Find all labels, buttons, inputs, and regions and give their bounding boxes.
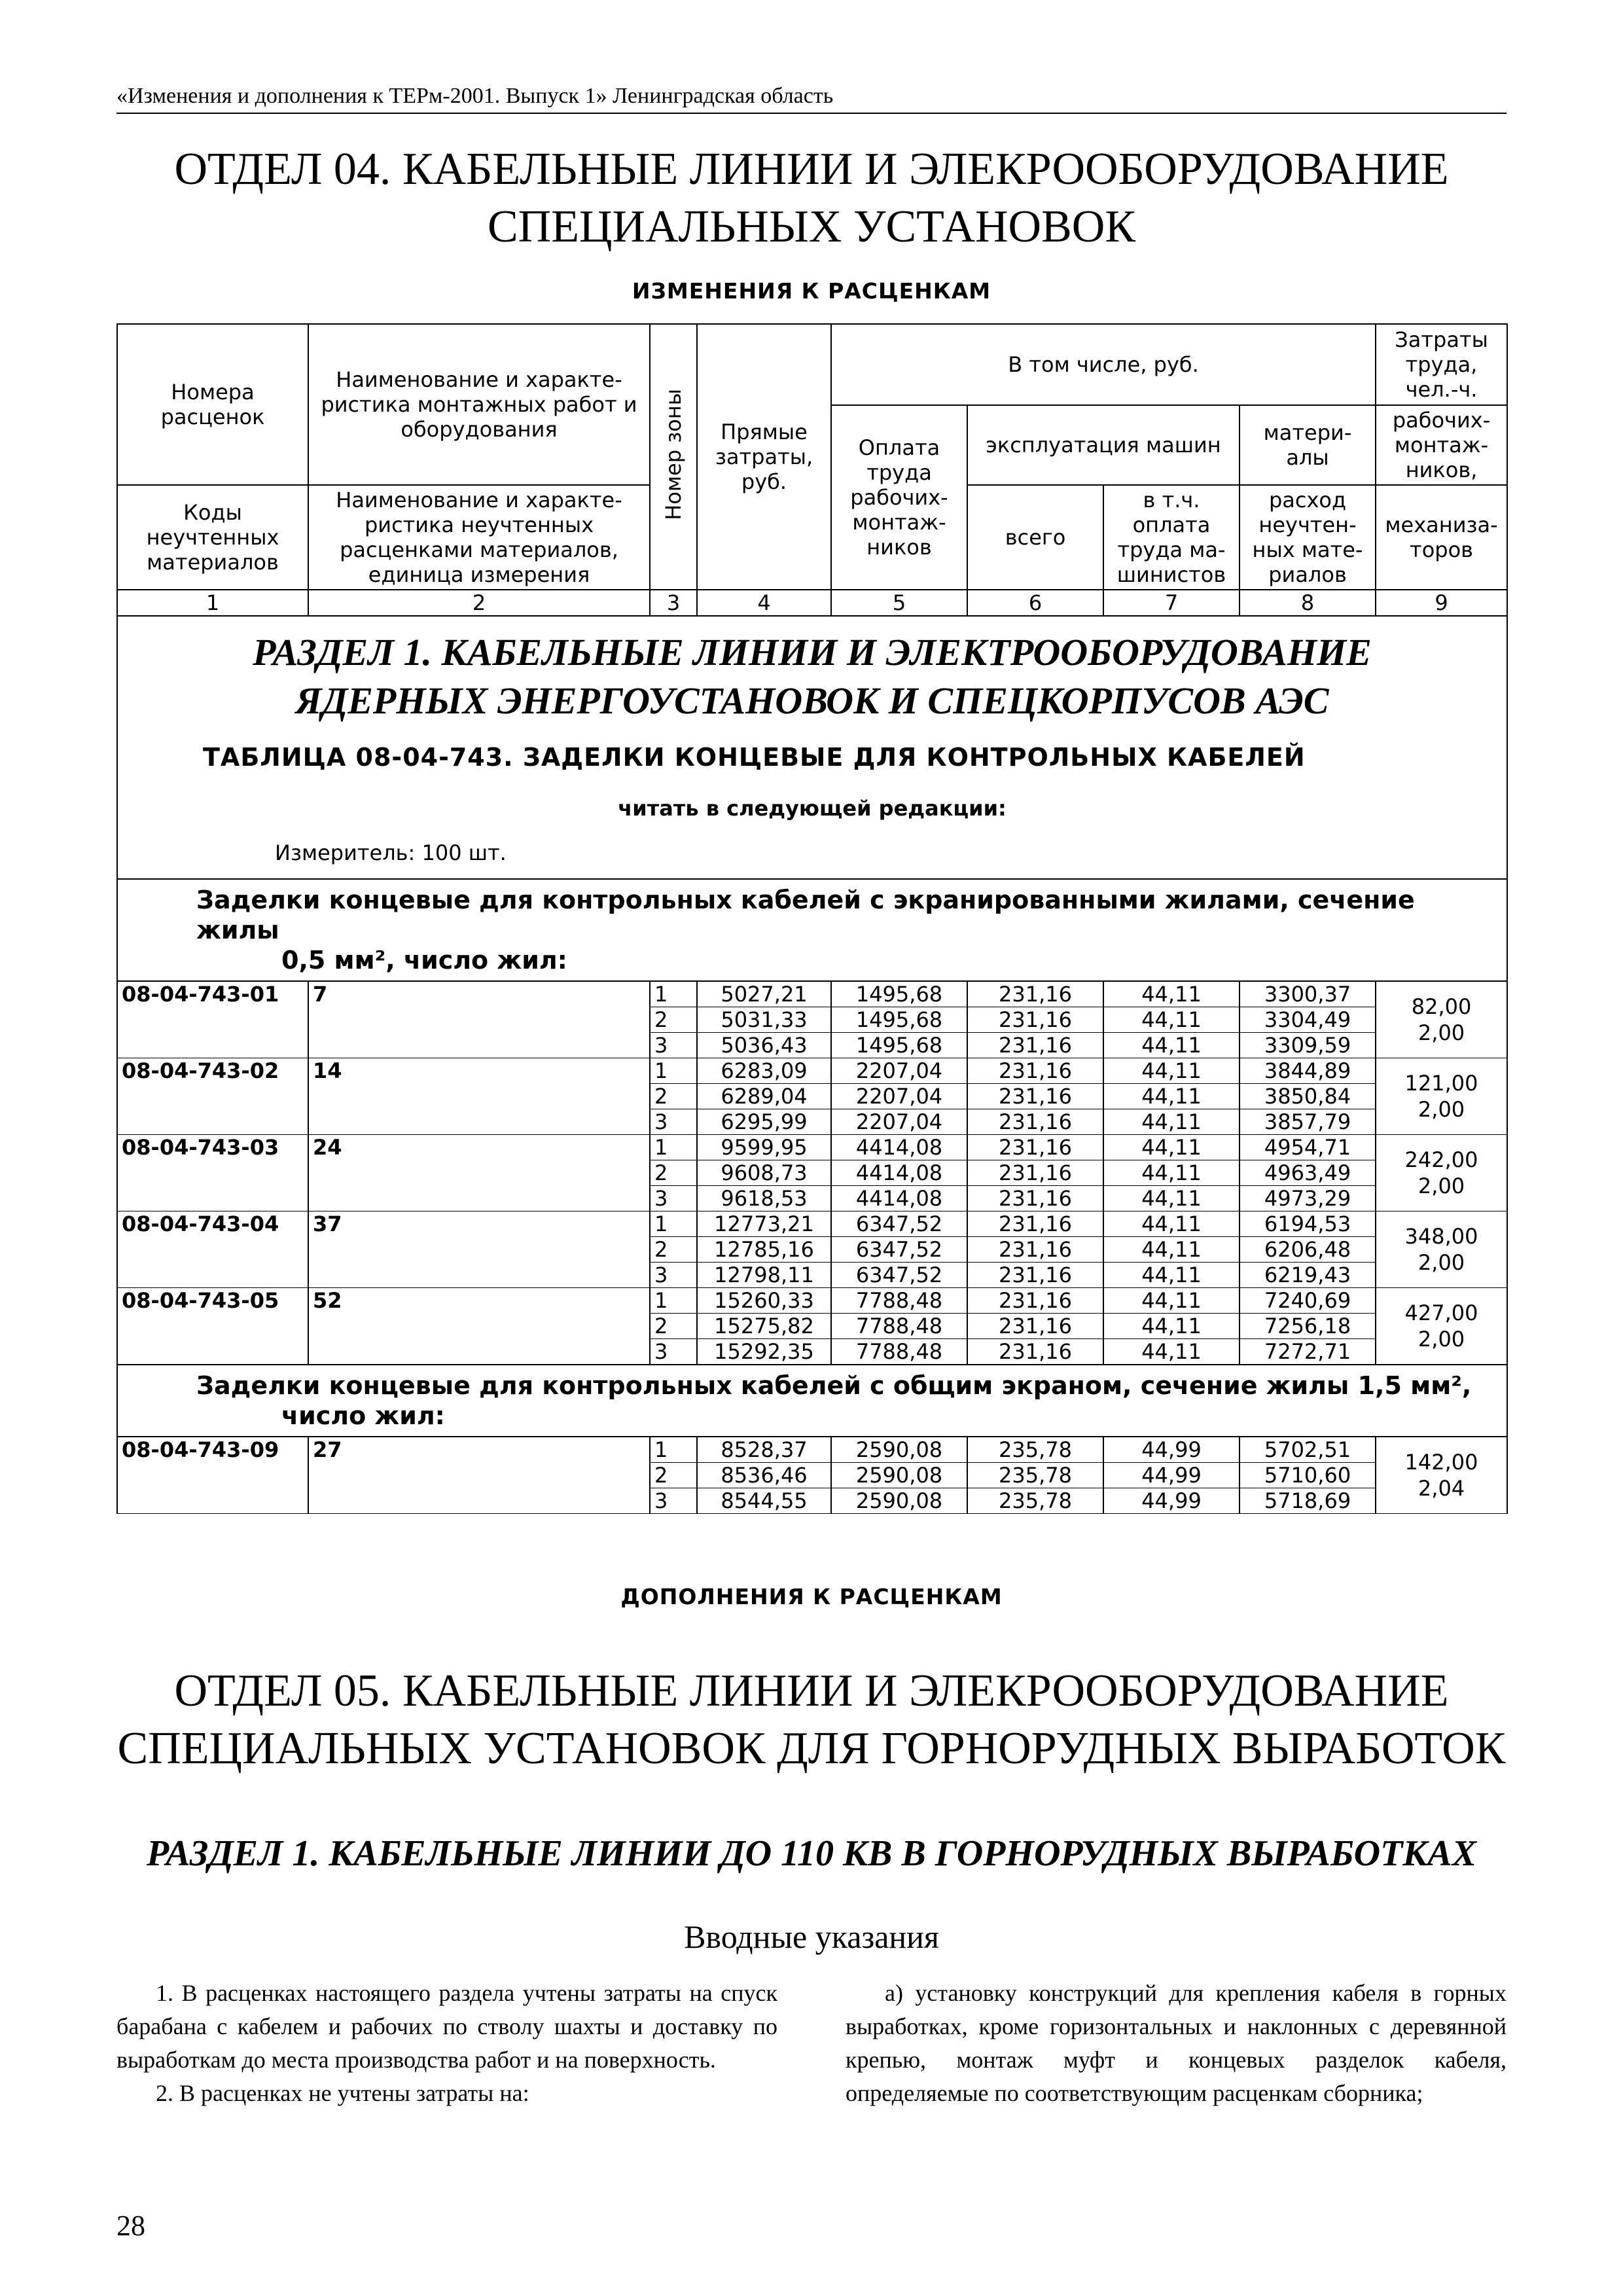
worker-pay-cell: 2590,08 xyxy=(831,1437,967,1463)
materials-cell: 7240,69 xyxy=(1240,1288,1376,1314)
worker-pay-cell: 2207,04 xyxy=(831,1058,967,1084)
column-number: 2 xyxy=(308,590,650,616)
machinist-pay-cell: 44,11 xyxy=(1103,1237,1240,1263)
wire-count: 27 xyxy=(308,1437,650,1514)
direct-costs-cell: 12785,16 xyxy=(697,1237,831,1263)
materials-cell: 5710,60 xyxy=(1240,1463,1376,1488)
worker-pay-cell: 7788,48 xyxy=(831,1288,967,1314)
materials-cell: 4954,71 xyxy=(1240,1135,1376,1160)
column-number: 6 xyxy=(967,590,1103,616)
worker-pay-cell: 4414,08 xyxy=(831,1160,967,1186)
direct-costs-cell: 12773,21 xyxy=(697,1211,831,1237)
rates-table xyxy=(116,323,1507,1514)
materials-cell: 5702,51 xyxy=(1240,1437,1376,1463)
direct-costs-cell: 5036,43 xyxy=(697,1033,831,1058)
machines-cell: 235,78 xyxy=(967,1463,1103,1488)
worker-pay-cell: 7788,48 xyxy=(831,1339,967,1365)
worker-pay-cell: 1495,68 xyxy=(831,1033,967,1058)
labor-workers: 427,00 xyxy=(1404,1300,1478,1325)
machines-cell: 235,78 xyxy=(967,1437,1103,1463)
worker-pay-cell: 6347,52 xyxy=(831,1211,967,1237)
machines-cell: 231,16 xyxy=(967,1160,1103,1186)
labor-workers: 121,00 xyxy=(1404,1071,1478,1096)
measure-unit: Измеритель: 100 шт. xyxy=(275,840,507,865)
worker-pay-cell: 2590,08 xyxy=(831,1488,967,1514)
machinist-pay-cell: 44,11 xyxy=(1103,1135,1240,1160)
zone-cell: 1 xyxy=(650,981,697,1007)
machines-cell: 231,16 xyxy=(967,1288,1103,1314)
machinist-pay-cell: 44,11 xyxy=(1103,1084,1240,1109)
worker-pay-cell: 4414,08 xyxy=(831,1186,967,1211)
zone-cell: 3 xyxy=(650,1033,697,1058)
group2-title-line1: Заделки концевые для контрольных кабелей с общим экраном, сечение жилы 1,5 мм², xyxy=(196,1371,1472,1400)
zone-cell: 1 xyxy=(650,1211,697,1237)
direct-costs-cell: 15275,82 xyxy=(697,1314,831,1339)
worker-pay-cell: 1495,68 xyxy=(831,1007,967,1033)
machinist-pay-cell: 44,11 xyxy=(1103,981,1240,1007)
direct-costs-cell: 15292,35 xyxy=(697,1339,831,1365)
section1-04-line1: РАЗДЕЛ 1. КАБЕЛЬНЫЕ ЛИНИИ И ЭЛЕКТРООБОРУДОВАНИЕ xyxy=(253,631,1372,673)
additions-label: ДОПОЛНЕНИЯ К РАСЦЕНКАМ xyxy=(620,1584,1003,1609)
zone-cell: 2 xyxy=(650,1314,697,1339)
left-paragraph-1: 1. В расценках настоящего раздела учтены затраты на спуск барабана с кабелем и рабочих по стволу шахты и доставку по выработкам до места производства работ и на поверхность. xyxy=(116,1980,777,2073)
materials-cell: 3304,49 xyxy=(1240,1007,1376,1033)
worker-pay-cell: 6347,52 xyxy=(831,1263,967,1288)
column-number: 4 xyxy=(697,590,831,616)
direct-costs-cell: 9618,53 xyxy=(697,1186,831,1211)
machines-cell: 231,16 xyxy=(967,1186,1103,1211)
header-machinist-pay: в т.ч. оплата труда ма-шинистов xyxy=(1103,485,1240,590)
direct-costs-cell: 15260,33 xyxy=(697,1288,831,1314)
table-title: ТАБЛИЦА 08-04-743. ЗАДЕЛКИ КОНЦЕВЫЕ ДЛЯ КОНТРОЛЬНЫХ КАБЕЛЕЙ xyxy=(203,743,1306,772)
machines-cell: 231,16 xyxy=(967,1263,1103,1288)
machines-cell: 231,16 xyxy=(967,981,1103,1007)
dept04-title-line2: СПЕЦИАЛЬНЫХ УСТАНОВОК xyxy=(487,202,1136,252)
table-row xyxy=(117,1211,1507,1237)
worker-pay-cell: 6347,52 xyxy=(831,1237,967,1263)
labor-costs-cell xyxy=(1376,1437,1507,1514)
page-number: 28 xyxy=(116,2210,145,2242)
column-number: 9 xyxy=(1376,590,1507,616)
machines-cell: 231,16 xyxy=(967,1058,1103,1084)
machines-cell: 231,16 xyxy=(967,1314,1103,1339)
group2-rows xyxy=(117,1437,1507,1514)
labor-workers: 242,00 xyxy=(1404,1147,1478,1172)
machines-cell: 231,16 xyxy=(967,1033,1103,1058)
header-material-codes: Коды неучтенных материалов xyxy=(117,485,308,590)
materials-cell: 4963,49 xyxy=(1240,1160,1376,1186)
direct-costs-cell: 12798,11 xyxy=(697,1263,831,1288)
group2-title xyxy=(117,1365,1507,1437)
machines-cell: 231,16 xyxy=(967,1339,1103,1365)
machinist-pay-cell: 44,99 xyxy=(1103,1488,1240,1514)
direct-costs-cell: 6295,99 xyxy=(697,1109,831,1135)
header-direct-costs: Прямые затраты, руб. xyxy=(697,324,831,590)
intro-heading: Вводные указания xyxy=(684,1918,939,1955)
labor-machinists: 2,00 xyxy=(1418,1097,1465,1122)
wire-count: 37 xyxy=(308,1211,650,1288)
machinist-pay-cell: 44,99 xyxy=(1103,1437,1240,1463)
materials-cell: 4973,29 xyxy=(1240,1186,1376,1211)
zone-cell: 3 xyxy=(650,1488,697,1514)
materials-cell: 7272,71 xyxy=(1240,1339,1376,1365)
materials-cell: 6219,43 xyxy=(1240,1263,1376,1288)
read-next-label: читать в следующей редакции: xyxy=(618,796,1007,821)
machinist-pay-cell: 44,11 xyxy=(1103,1263,1240,1288)
machines-cell: 231,16 xyxy=(967,1007,1103,1033)
header-labor-costs: Затраты труда, чел.-ч. xyxy=(1376,324,1507,405)
rate-code: 08-04-743-05 xyxy=(117,1288,308,1365)
table-row xyxy=(117,1135,1507,1160)
header-including: В том числе, руб. xyxy=(831,324,1376,405)
rate-code: 08-04-743-02 xyxy=(117,1058,308,1135)
direct-costs-cell: 5027,21 xyxy=(697,981,831,1007)
zone-cell: 2 xyxy=(650,1463,697,1488)
header-unaccounted-materials: расход неучтен-ных мате-риалов xyxy=(1240,485,1376,590)
labor-machinists: 2,04 xyxy=(1418,1476,1465,1501)
zone-cell: 1 xyxy=(650,1058,697,1084)
group1-title-line1: Заделки концевые для контрольных кабелей с экранированными жилами, сечение жилы xyxy=(196,886,1415,944)
dept05-title-line2: СПЕЦИАЛЬНЫХ УСТАНОВОК ДЛЯ ГОРНОРУДНЫХ ВЫРАБОТОК xyxy=(117,1723,1506,1774)
column-number: 7 xyxy=(1103,590,1240,616)
header-zone-label: Номер зоны xyxy=(661,388,686,520)
direct-costs-cell: 8536,46 xyxy=(697,1463,831,1488)
direct-costs-cell: 8544,55 xyxy=(697,1488,831,1514)
direct-costs-cell: 5031,33 xyxy=(697,1007,831,1033)
labor-workers: 142,00 xyxy=(1404,1450,1478,1475)
materials-cell: 3850,84 xyxy=(1240,1084,1376,1109)
machinist-pay-cell: 44,11 xyxy=(1103,1058,1240,1084)
machinist-pay-cell: 44,11 xyxy=(1103,1339,1240,1365)
direct-costs-cell: 6289,04 xyxy=(697,1084,831,1109)
wire-count: 52 xyxy=(308,1288,650,1365)
table-row xyxy=(117,1058,1507,1084)
zone-cell: 3 xyxy=(650,1186,697,1211)
header-machinists: механиза-торов xyxy=(1376,485,1507,590)
zone-cell: 2 xyxy=(650,1084,697,1109)
zone-cell: 3 xyxy=(650,1339,697,1365)
rate-code: 08-04-743-03 xyxy=(117,1135,308,1211)
zone-cell: 2 xyxy=(650,1160,697,1186)
worker-pay-cell: 7788,48 xyxy=(831,1314,967,1339)
right-paragraph-1: а) установку конструкций для крепления кабеля в горных выработках, кроме горизонтальных и наклонных с деревянной крепью, монтаж муфт и концевых разделок кабеля, определяемые по соответствующим расценкам сборника; xyxy=(846,1980,1507,2106)
header-materials: матери-алы xyxy=(1240,405,1376,485)
labor-costs-cell xyxy=(1376,1135,1507,1211)
direct-costs-cell: 6283,09 xyxy=(697,1058,831,1084)
column-number: 5 xyxy=(831,590,967,616)
direct-costs-cell: 9608,73 xyxy=(697,1160,831,1186)
machines-cell: 235,78 xyxy=(967,1488,1103,1514)
direct-costs-cell: 8528,37 xyxy=(697,1437,831,1463)
worker-pay-cell: 4414,08 xyxy=(831,1135,967,1160)
labor-machinists: 2,00 xyxy=(1418,1250,1465,1275)
machines-cell: 231,16 xyxy=(967,1135,1103,1160)
machines-cell: 231,16 xyxy=(967,1211,1103,1237)
machines-cell: 231,16 xyxy=(967,1237,1103,1263)
zone-cell: 2 xyxy=(650,1237,697,1263)
header-rule xyxy=(116,113,1507,114)
labor-workers: 82,00 xyxy=(1411,994,1472,1019)
labor-costs-cell xyxy=(1376,1288,1507,1365)
machinist-pay-cell: 44,11 xyxy=(1103,1160,1240,1186)
machines-cell: 231,16 xyxy=(967,1109,1103,1135)
zone-cell: 3 xyxy=(650,1109,697,1135)
wire-count: 7 xyxy=(308,981,650,1058)
materials-cell: 3300,37 xyxy=(1240,981,1376,1007)
table-row xyxy=(117,1437,1507,1463)
machinist-pay-cell: 44,11 xyxy=(1103,1033,1240,1058)
labor-workers: 348,00 xyxy=(1404,1224,1478,1249)
machinist-pay-cell: 44,11 xyxy=(1103,1186,1240,1211)
table-row xyxy=(117,981,1507,1007)
worker-pay-cell: 2590,08 xyxy=(831,1463,967,1488)
labor-costs-cell xyxy=(1376,981,1507,1058)
direct-costs-cell: 9599,95 xyxy=(697,1135,831,1160)
zone-cell: 1 xyxy=(650,1288,697,1314)
zone-cell: 1 xyxy=(650,1135,697,1160)
running-header: «Изменения и дополнения к ТЕРм-2001. Выпуск 1» Ленинградская область xyxy=(116,84,834,108)
materials-cell: 3844,89 xyxy=(1240,1058,1376,1084)
header-workers-installers: рабочих-монтаж-ников, xyxy=(1376,405,1507,485)
zone-cell: 1 xyxy=(650,1437,697,1463)
labor-costs-cell xyxy=(1376,1058,1507,1135)
section1-04-line2: ЯДЕРНЫХ ЭНЕРГОУСТАНОВОК И СПЕЦКОРПУСОВ АЭС xyxy=(295,679,1329,722)
zone-cell: 2 xyxy=(650,1007,697,1033)
wire-count: 14 xyxy=(308,1058,650,1135)
section1-05-title: РАЗДЕЛ 1. КАБЕЛЬНЫЕ ЛИНИИ ДО 110 КВ В ГОРНОРУДНЫХ ВЫРАБОТКАХ xyxy=(146,1833,1477,1874)
materials-cell: 5718,69 xyxy=(1240,1488,1376,1514)
materials-cell: 3857,79 xyxy=(1240,1109,1376,1135)
rate-code: 08-04-743-04 xyxy=(117,1211,308,1288)
left-paragraph-2: 2. В расценках не учтены затраты на: xyxy=(156,2080,529,2106)
table-row xyxy=(117,1288,1507,1314)
materials-cell: 6194,53 xyxy=(1240,1211,1376,1237)
header-zone xyxy=(650,324,697,590)
labor-machinists: 2,00 xyxy=(1418,1327,1465,1352)
section-block xyxy=(117,616,1507,879)
group1-title xyxy=(117,879,1507,981)
header-work-name: Наименование и характе-ристика монтажных работ и оборудования xyxy=(308,324,650,485)
column-number: 1 xyxy=(117,590,308,616)
worker-pay-cell: 2207,04 xyxy=(831,1109,967,1135)
header-machine-operation: эксплуатация машин xyxy=(967,405,1240,485)
changes-label: ИЗМЕНЕНИЯ К РАСЦЕНКАМ xyxy=(632,278,991,304)
dept05-title xyxy=(116,1662,1507,1778)
rate-code: 08-04-743-09 xyxy=(117,1437,308,1514)
column-number: 8 xyxy=(1240,590,1376,616)
labor-costs-cell xyxy=(1376,1211,1507,1288)
header-worker-pay: Оплата труда рабочих-монтаж-ников xyxy=(831,405,967,590)
header-material-name: Наименование и характе-ристика неучтенных расценками материалов, единица измерения xyxy=(308,485,650,590)
materials-cell: 6206,48 xyxy=(1240,1237,1376,1263)
dept04-title xyxy=(116,141,1507,256)
dept05-title-line1: ОТДЕЛ 05. КАБЕЛЬНЫЕ ЛИНИИ И ЭЛЕКРООБОРУДОВАНИЕ xyxy=(174,1666,1449,1716)
machinist-pay-cell: 44,11 xyxy=(1103,1314,1240,1339)
group2-title-line2: число жил: xyxy=(281,1401,445,1430)
right-column xyxy=(846,1977,1507,2110)
materials-cell: 3309,59 xyxy=(1240,1033,1376,1058)
dept04-title-line1: ОТДЕЛ 04. КАБЕЛЬНЫЕ ЛИНИИ И ЭЛЕКРООБОРУДОВАНИЕ xyxy=(174,144,1449,194)
machinist-pay-cell: 44,11 xyxy=(1103,1288,1240,1314)
labor-machinists: 2,00 xyxy=(1418,1020,1465,1045)
worker-pay-cell: 2207,04 xyxy=(831,1084,967,1109)
section1-04-title xyxy=(118,628,1507,725)
header-rate-numbers: Номера расценок xyxy=(117,324,308,485)
left-column xyxy=(116,1977,777,2110)
column-number: 3 xyxy=(650,590,697,616)
wire-count: 24 xyxy=(308,1135,650,1211)
machinist-pay-cell: 44,99 xyxy=(1103,1463,1240,1488)
worker-pay-cell: 1495,68 xyxy=(831,981,967,1007)
group1-rows xyxy=(117,981,1507,1365)
machinist-pay-cell: 44,11 xyxy=(1103,1109,1240,1135)
machines-cell: 231,16 xyxy=(967,1084,1103,1109)
materials-cell: 7256,18 xyxy=(1240,1314,1376,1339)
machinist-pay-cell: 44,11 xyxy=(1103,1211,1240,1237)
group1-title-line2: 0,5 мм², число жил: xyxy=(281,946,567,975)
machinist-pay-cell: 44,11 xyxy=(1103,1007,1240,1033)
zone-cell: 3 xyxy=(650,1263,697,1288)
header-total: всего xyxy=(967,485,1103,590)
labor-machinists: 2,00 xyxy=(1418,1174,1465,1198)
rate-code: 08-04-743-01 xyxy=(117,981,308,1058)
